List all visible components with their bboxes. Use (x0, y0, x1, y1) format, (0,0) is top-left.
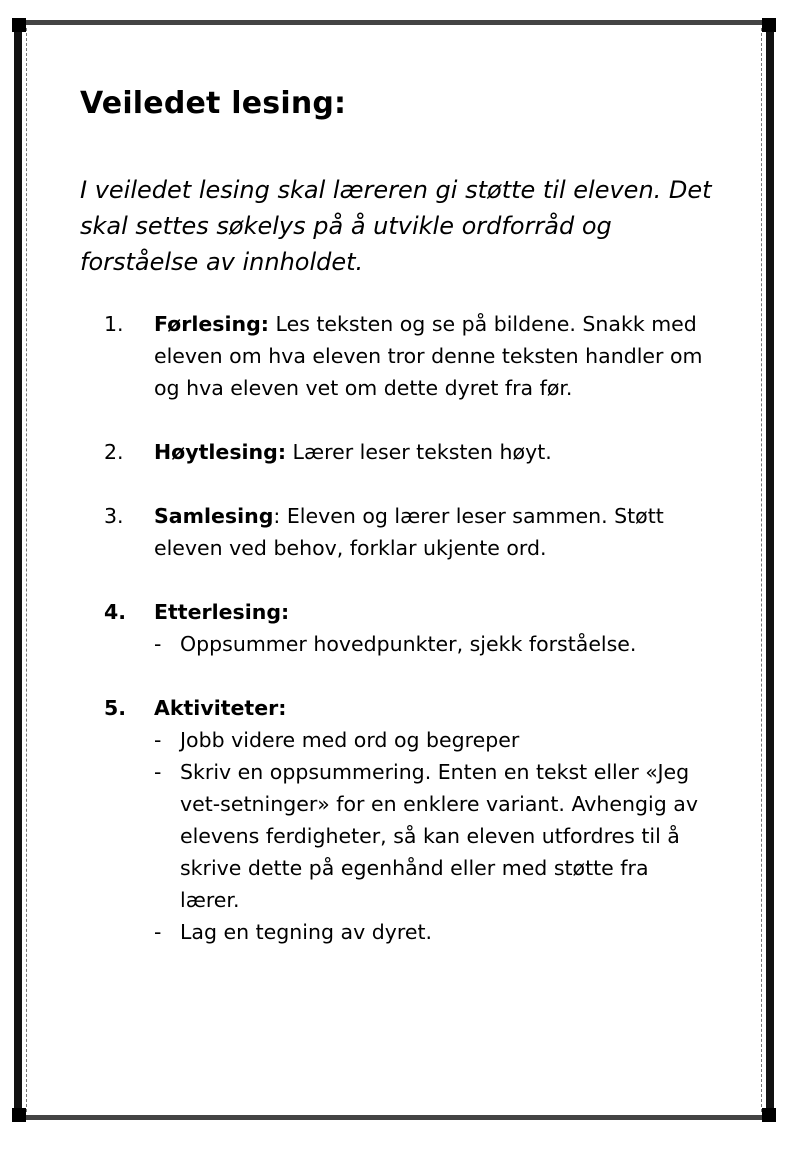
frame-corner (762, 18, 776, 32)
frame-corner (762, 1108, 776, 1122)
step-label: Aktiviteter: (154, 696, 287, 720)
step-item-hoytlesing (0, 436, 714, 468)
bullet-dash: - (154, 760, 162, 784)
step-item-etterlesing (0, 596, 714, 660)
step-bullet-item (154, 724, 714, 756)
step-number: 2. (104, 440, 124, 464)
step-item-samlesing (0, 500, 714, 564)
step-label: Høytlesing: (154, 440, 287, 464)
step-text: Les teksten og se på bildene. Snakk med eleven om hva eleven tror denne teksten handler om og hva eleven vet om dette dyret fra før. (154, 312, 703, 400)
step-bullet-list (154, 628, 714, 660)
bullet-dash: - (154, 632, 162, 656)
step-label: Samlesing (154, 504, 274, 528)
frame-corner (12, 1108, 26, 1122)
bullet-dash: - (154, 728, 162, 752)
step-item-aktiviteter (0, 692, 714, 948)
step-number: 4. (104, 600, 127, 624)
step-text: : Eleven og lærer leser sammen. Støtt eleven ved behov, forklar ukjente ord. (154, 504, 664, 560)
intro-paragraph: I veiledet lesing skal læreren gi støtte til eleven. Det skal settes søkelys på å utvikle ordforråd og forståelse av innholdet. (80, 176, 712, 276)
steps-list (0, 308, 796, 948)
step-item-forlesing (0, 308, 714, 404)
step-bullet-item (154, 628, 714, 660)
page-title: Veiledet lesing: (80, 86, 347, 121)
bullet-dash: - (154, 920, 162, 944)
bullet-text: Oppsummer hovedpunkter, sjekk forståelse. (180, 632, 637, 656)
step-bullet-item (154, 916, 714, 948)
step-label: Etterlesing: (154, 600, 290, 624)
bullet-text: Lag en tegning av dyret. (180, 920, 433, 944)
frame-corner (12, 18, 26, 32)
bullet-text: Skriv en oppsummering. Enten en tekst eller «Jeg vet-setninger» for en enklere variant. Avhengig av elevens ferdigheter, så kan eleven utfordres til å skrive dette på egenhånd eller med støtte fra lærer. (180, 760, 698, 912)
step-label: Førlesing: (154, 312, 269, 336)
step-text: Lærer leser teksten høyt. (286, 440, 552, 464)
step-bullet-list (154, 724, 714, 948)
step-number: 3. (104, 504, 124, 528)
step-bullet-item (154, 756, 714, 916)
step-number: 1. (104, 312, 124, 336)
bullet-text: Jobb videre med ord og begreper (180, 728, 520, 752)
step-number: 5. (104, 696, 127, 720)
